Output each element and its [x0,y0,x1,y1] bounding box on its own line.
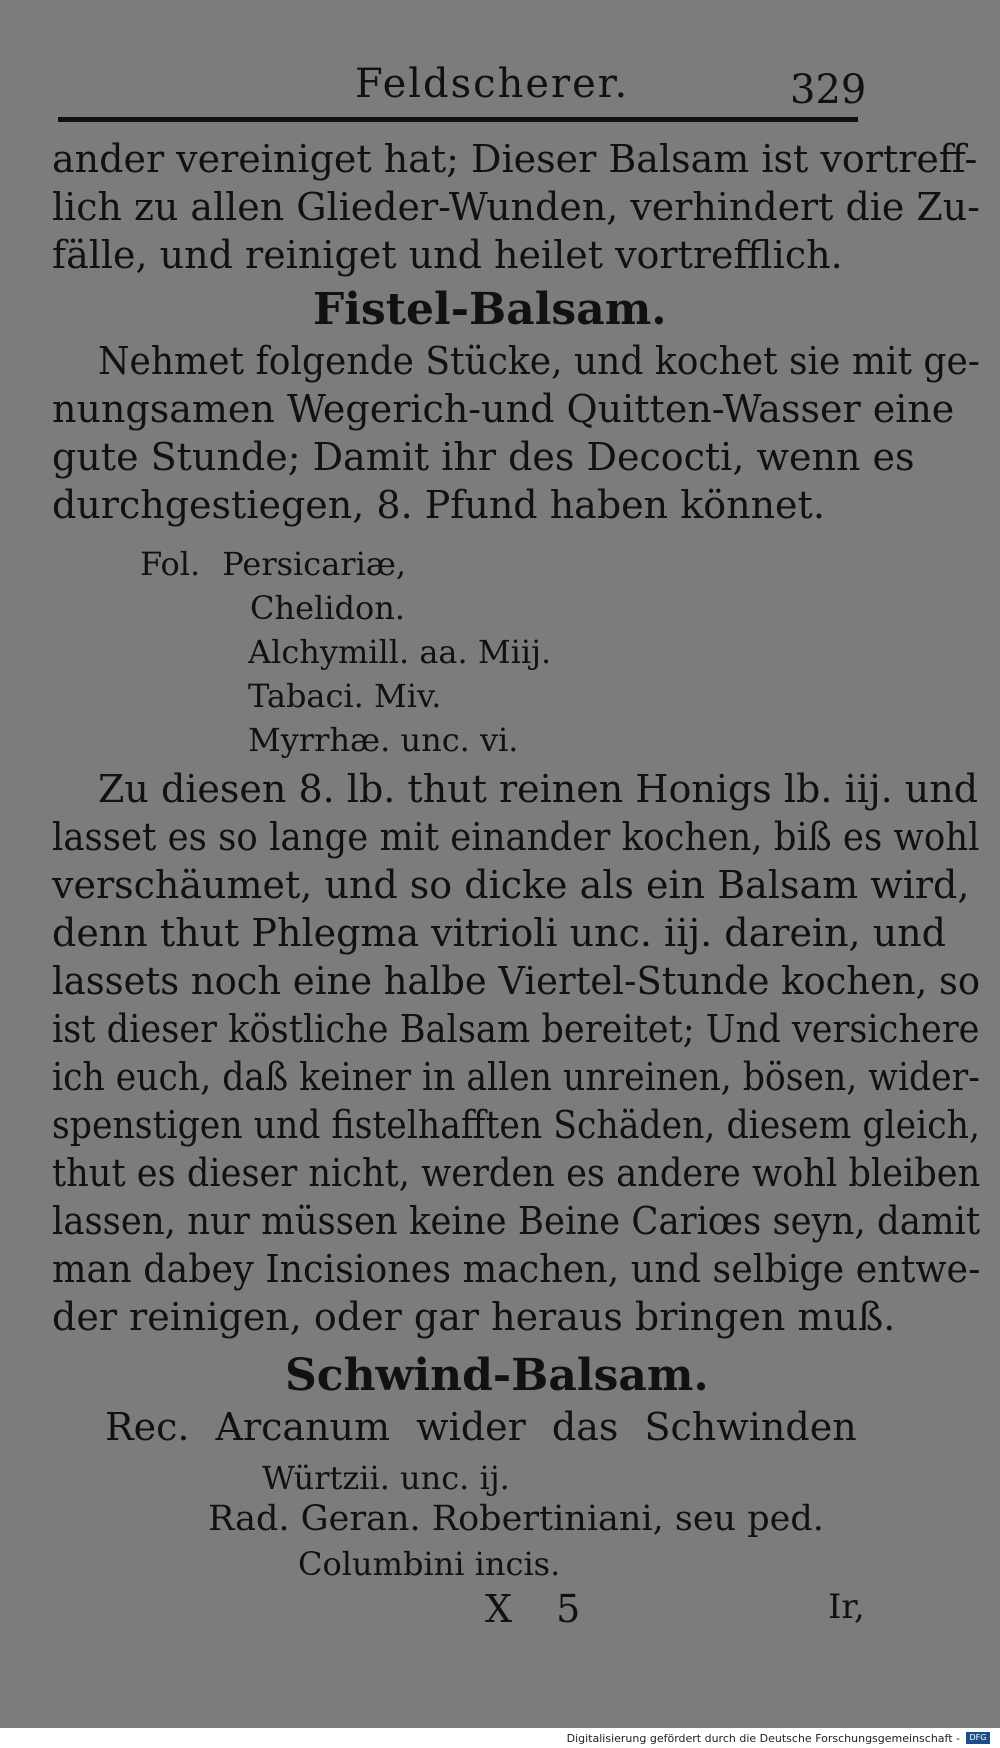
text-line: denn thut Phlegma vitrioli unc. iij. darein, und [52,911,946,955]
text-line: lasset es so lange mit einander kochen, biß es wohl [52,815,980,859]
page-number: 329 [790,67,867,113]
section-heading: Fistel-Balsam. [313,284,667,335]
text-line: Zu diesen 8. lb. thut reinen Honigs lb. iij. und [98,767,979,811]
text-line: ist dieser köstliche Balsam bereitet; Und versichere [52,1007,980,1051]
recipe-item: Fol. Persicariæ, [140,545,407,583]
running-title: Feldscherer. [355,61,630,107]
section-heading: Schwind-Balsam. [285,1350,709,1401]
header-rule [58,117,858,122]
recipe-item: Alchymill. aa. Miij. [248,633,552,671]
text-line: nungsamen Wegerich-und Quitten-Wasser eine [52,387,955,431]
recipe-item: Tabaci. Miv. [248,677,442,715]
text-line: lich zu allen Glieder-Wunden, verhindert die Zu- [52,185,980,229]
recipe-item: Rec. Arcanum wider das Schwinden [105,1405,857,1449]
text-line: fälle, und reiniget und heilet vortrefflich. [52,233,843,277]
signature-mark: X 5 [485,1587,597,1631]
recipe-item: Chelidon. [250,589,406,627]
text-line: ich euch, daß keiner in allen unreinen, bösen, wider- [52,1055,980,1099]
recipe-item: Columbini incis. [298,1545,561,1583]
text-line: thut es dieser nicht, werden es andere wohl bleiben [52,1151,981,1195]
text-line: Nehmet folgende Stücke, und kochet sie mit ge- [98,339,980,383]
recipe-item: Würtzii. unc. ij. [262,1459,510,1497]
text-line: lassen, nur müssen keine Beine Cariœs seyn, damit [52,1199,981,1243]
recipe-item: Myrrhæ. unc. vi. [248,721,519,759]
text-line: man dabey Incisiones machen, und selbige entwe- [52,1247,981,1291]
text-line: ander vereiniget hat; Dieser Balsam ist vortreff- [52,137,978,181]
footer-credit: Digitalisierung gefördert durch die Deutsche Forschungsgemeinschaft - [566,1732,960,1745]
text-line: durchgestiegen, 8. Pfund haben könnet. [52,483,825,527]
digitization-footer [0,1728,1000,1748]
text-line: gute Stunde; Damit ihr des Decocti, wenn es [52,435,915,479]
catchword: Ir, [828,1587,865,1627]
text-line: der reinigen, oder gar heraus bringen muß. [52,1295,896,1339]
text-line: lassets noch eine halbe Viertel-Stunde kochen, so [52,959,981,1003]
dfg-logo: DFG [966,1732,990,1744]
text-line: verschäumet, und so dicke als ein Balsam wird, [52,863,970,907]
text-line: spenstigen und fistelhafften Schäden, diesem gleich, [52,1103,981,1147]
recipe-item: Rad. Geran. Robertiniani, seu ped. [208,1499,824,1539]
